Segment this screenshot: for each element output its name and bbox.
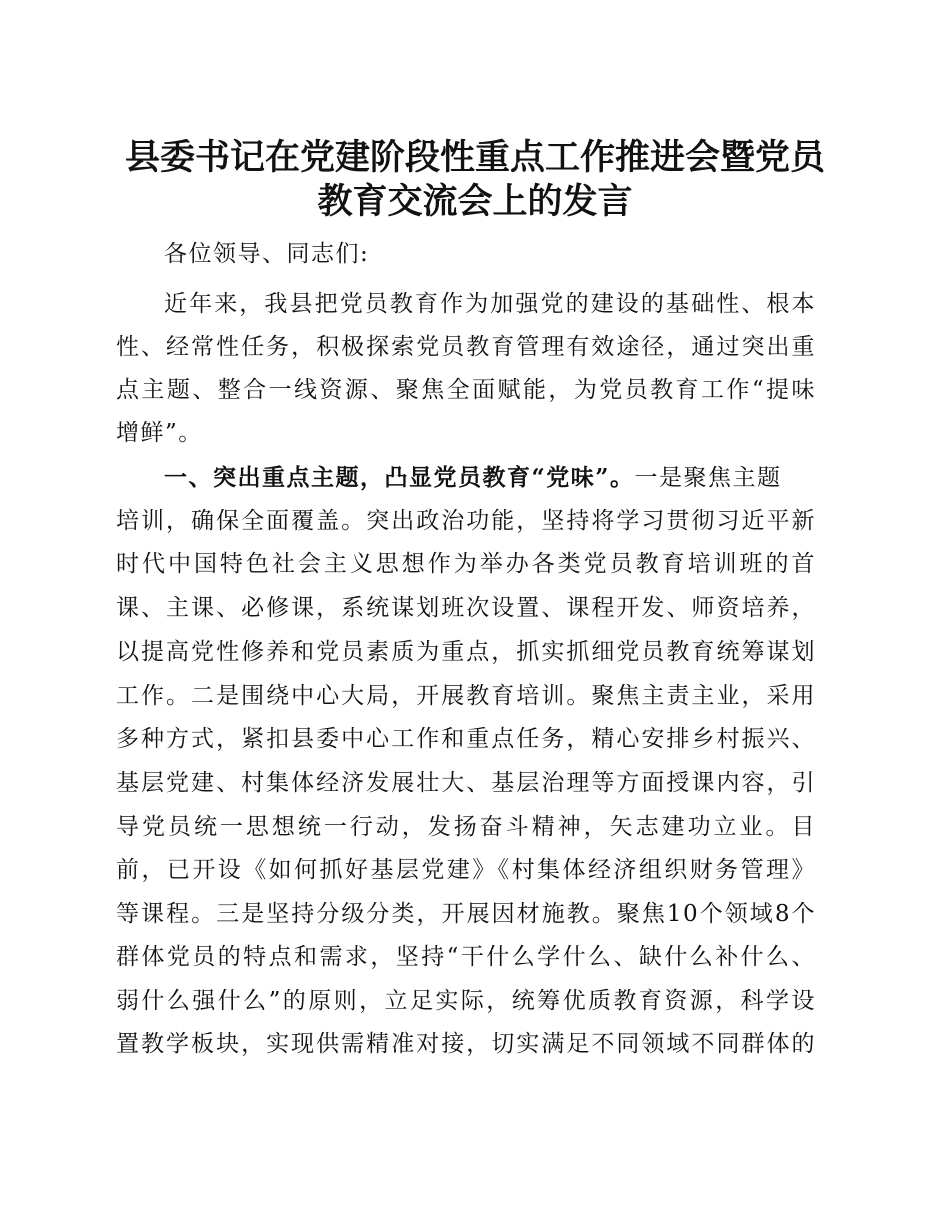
paragraph-line: 培训，确保全面覆盖。突出政治功能，坚持将学习贯彻习近平新 [116,508,816,534]
paragraph-line: 基层党建、村集体经济发展壮大、基层治理等方面授课内容，引 [116,770,816,796]
paragraph-line: 等课程。三是坚持分级分类，开展因材施教。聚焦10个领域8个 [116,901,816,927]
document-title-line-1: 县委书记在党建阶段性重点工作推进会暨党员 [124,137,825,178]
paragraph-line: 近年来，我县把党员教育作为加强党的建设的基础性、根本 [164,291,816,317]
paragraph-line: 增鲜”。 [116,420,203,446]
section-first-line-text: 一是聚焦主题 [634,465,782,491]
paragraph-line: 导党员统一思想统一行动，发扬奋斗精神，矢志建功立业。目 [116,814,816,840]
paragraph-line: 置教学板块，实现供需精准对接，切实满足不同领域不同群体的 [116,1031,816,1057]
paragraph-line: 课、主课、必修课，系统谋划班次设置、课程开发、师资培养， [116,595,816,621]
paragraph-line: 前，已开设《如何抓好基层党建》《村集体经济组织财务管理》 [116,857,816,883]
paragraph-line: 多种方式，紧扣县委中心工作和重点任务，精心安排乡村振兴、 [116,726,816,752]
salutation: 各位领导、同志们: [164,241,370,267]
section-heading: 一、突出重点主题，凸显党员教育“党味”。 [164,464,635,491]
paragraph-line: 群体党员的特点和需求，坚持“干什么学什么、缺什么补什么、 [116,944,816,970]
document-title-line-2: 教育交流会上的发言 [317,181,633,222]
paragraph-line: 性、经常性任务，积极探索党员教育管理有效途径，通过突出重 [116,334,816,360]
paragraph-line: 点主题、整合一线资源、聚焦全面赋能，为党员教育工作“提味 [116,377,816,403]
paragraph-line: 弱什么强什么”的原则，立足实际，统筹优质教育资源，科学设 [116,988,816,1014]
section-first-line [164,456,816,500]
paragraph-line: 时代中国特色社会主义思想作为举办各类党员教育培训班的首 [116,551,816,577]
paragraph-line: 以提高党性修养和党员素质为重点，抓实抓细党员教育统筹谋划 [116,639,816,665]
paragraph-line: 工作。二是围绕中心大局，开展教育培训。聚焦主责主业，采用 [116,683,816,709]
